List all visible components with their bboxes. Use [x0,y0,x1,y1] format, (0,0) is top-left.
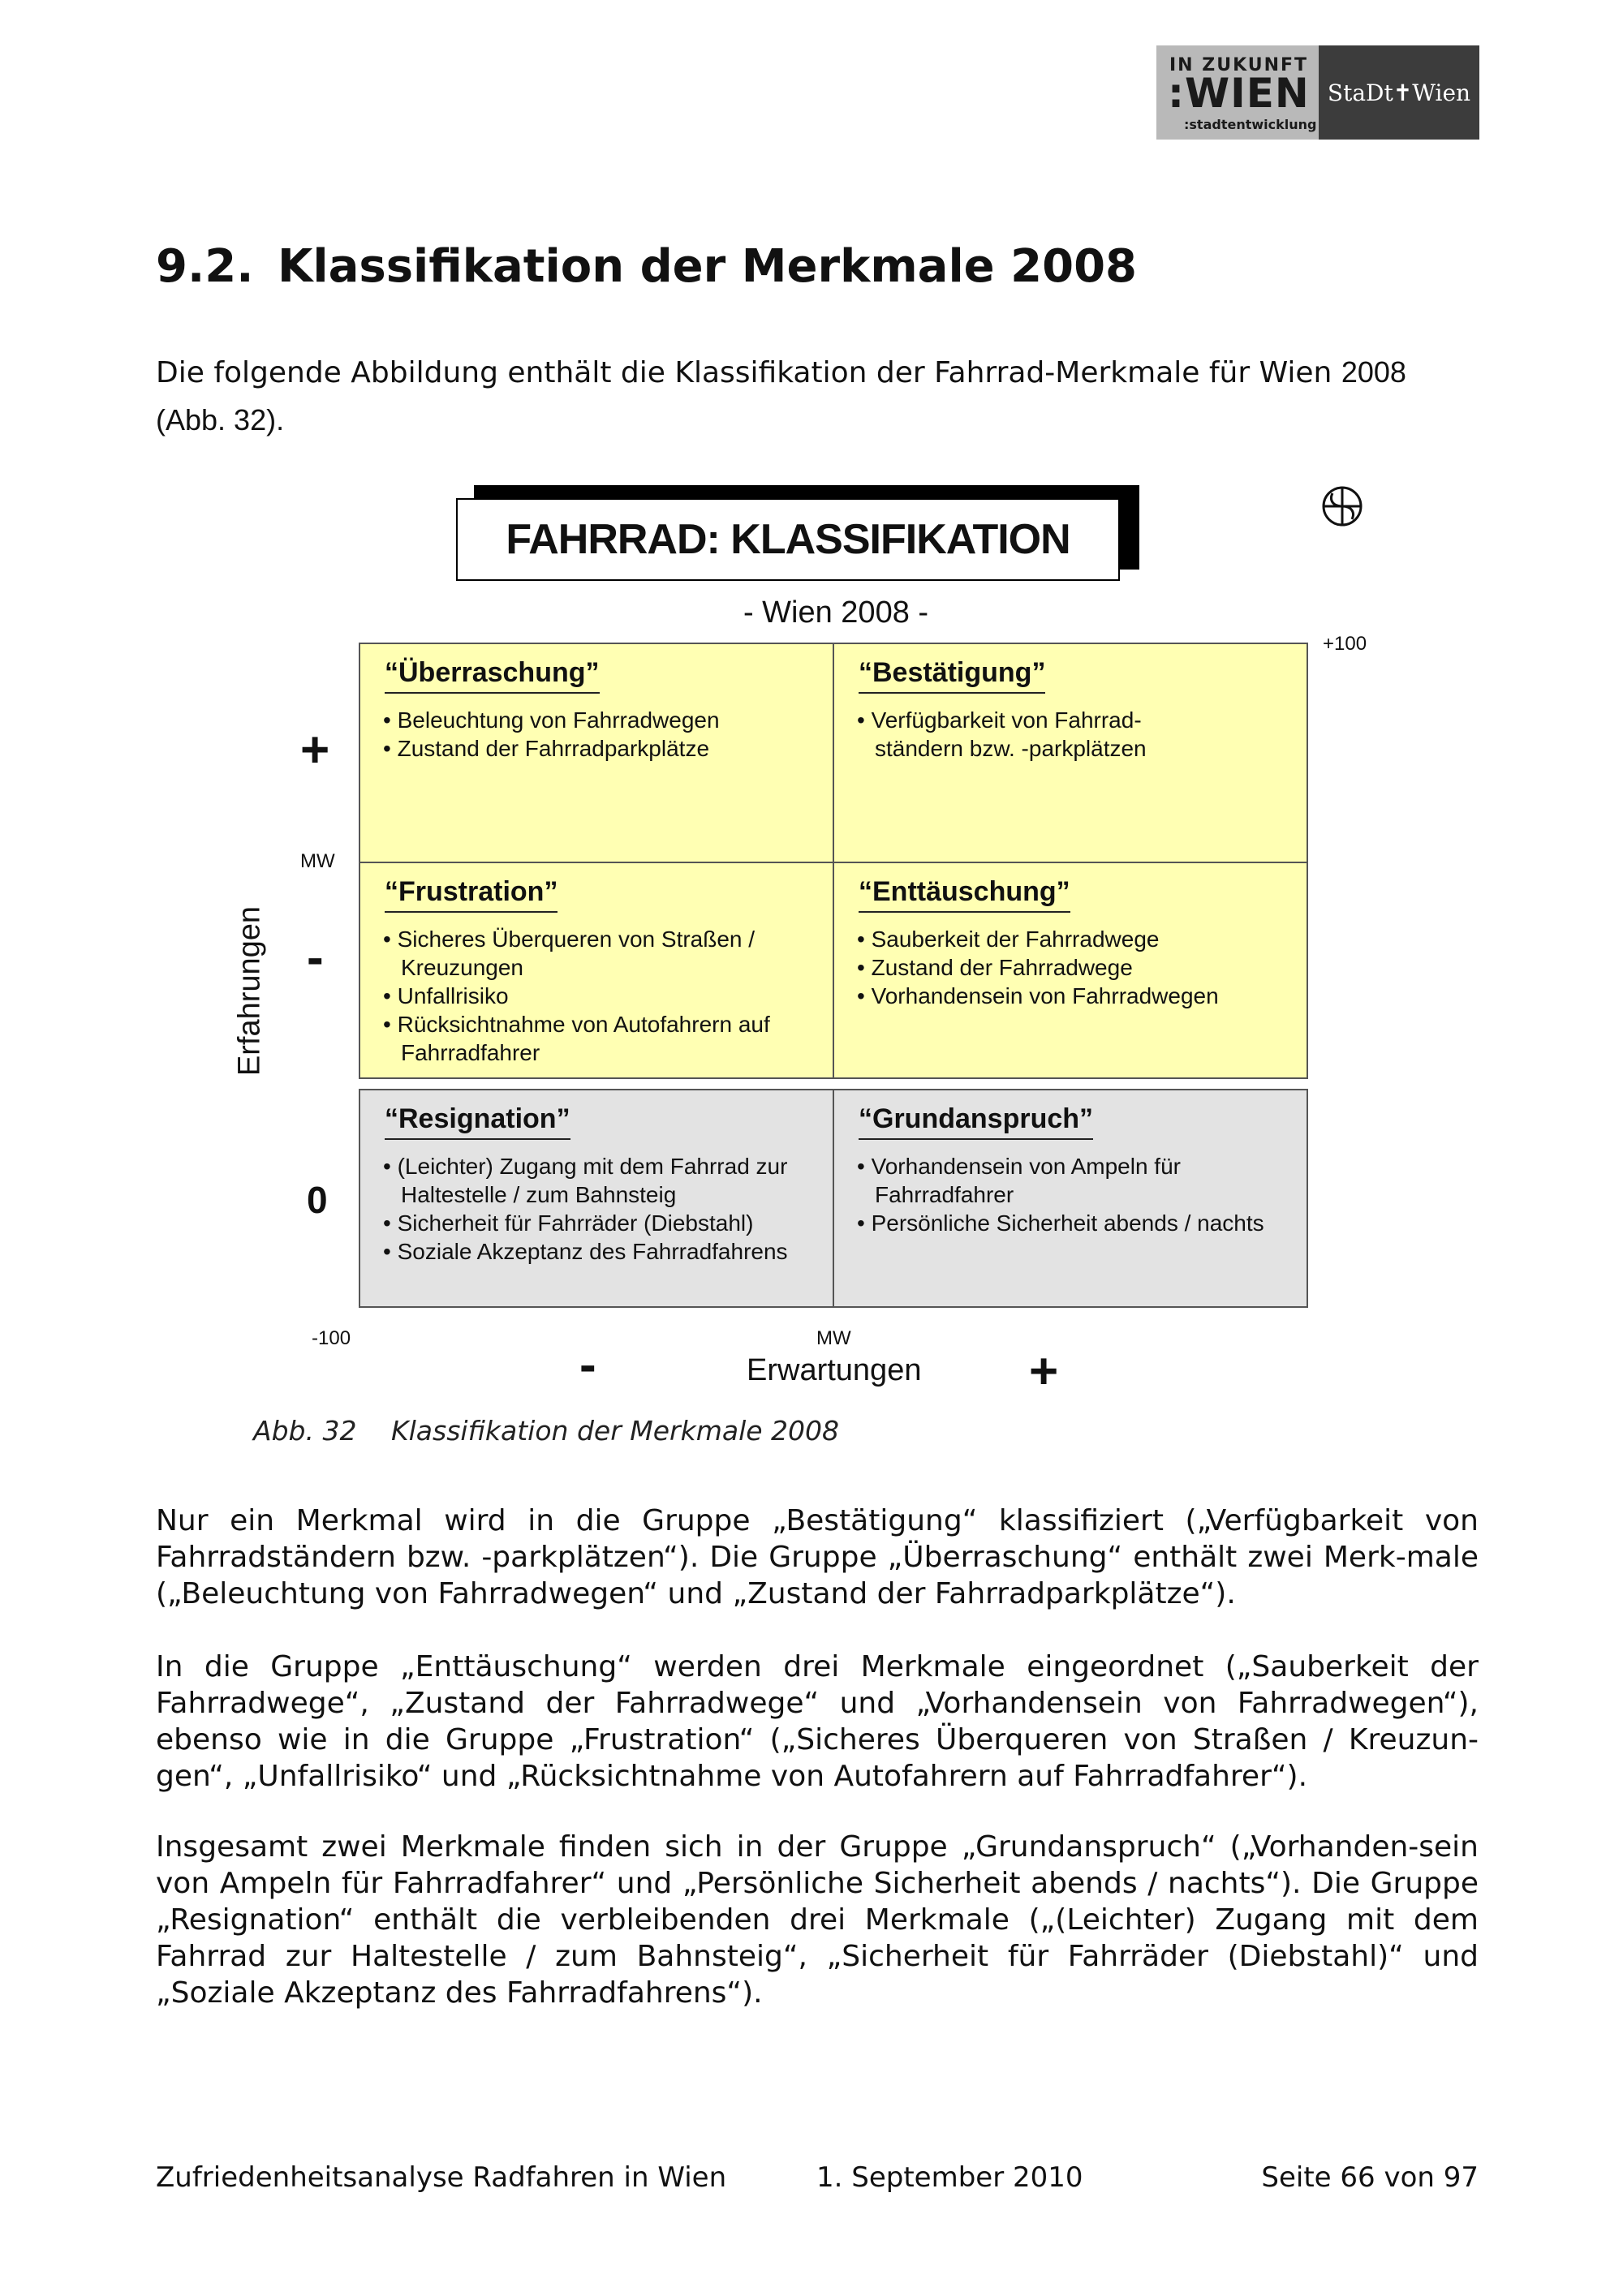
logo-mid-text: :WIEN [1168,70,1310,117]
quadrant-items [857,706,1182,763]
intro-paragraph [156,349,1479,445]
list-item: • (Leichter) Zugang mit dem Fahrrad zur Haltestelle / zum Bahnsteig [383,1152,821,1209]
list-item: • Sicherheit für Fahrräder (Diebstahl) [383,1209,821,1237]
quadrant-title: “Bestätigung” [859,657,1045,694]
intro-text: Die folgende Abbildung enthält die Klassifikation der Fahrrad-Merkmale für Wien [156,356,1341,389]
quadrant-frustration [359,862,834,1079]
quadrant-items [383,925,805,1067]
caption-text: Klassifikation der Merkmale 2008 [391,1415,840,1447]
x-axis-min: -100 [312,1327,351,1349]
quadrant-bestaetigung [833,643,1308,863]
x-axis-label: Erwartungen [747,1353,922,1387]
logo-bottom-text: :stadtentwicklung [1184,117,1317,132]
footer-title: Zufriedenheitsanalyse Radfahren in Wien [156,2161,727,2194]
list-item: • Persönliche Sicherheit abends / nachts [857,1209,1295,1237]
caption-number: Abb. 32 [253,1415,357,1447]
figure-subtitle: - Wien 2008 - [743,595,929,630]
quadrant-items [383,1152,821,1266]
quadrant-title: “Resignation” [385,1103,570,1140]
institute-logo-icon [1321,485,1363,527]
quadrant-title: “Überraschung” [385,657,600,694]
quadrant-items [857,1152,1295,1237]
body-paragraph: Insgesamt zwei Merkmale finden sich in der Gruppe „Grundanspruch“ („Vorhanden-sein von Ampeln für Fahrradfahrer“ und „Persönliche Sicherheit abends / nachts“). Die Gruppe „Resignation“ enthält die verbleibenden drei Merkmale („(Leichter) Zugang mit dem Fahrrad zur Haltestelle / zum Bahnsteig“, „Sicherheit für Fahrräder (Diebstahl)“ und „Soziale Akzeptanz des Fahrradfahrens“). [156,1830,1479,2010]
x-axis-plus: + [1029,1344,1059,1400]
list-item: • Zustand der Fahrradparkplätze [383,734,720,763]
section-number: 9.2. [156,240,254,293]
body-paragraph: Nur ein Merkmal wird in die Gruppe „Bestätigung“ klassifiziert („Verfügbarkeit von Fahrradständern bzw. -parkplätzen“). Die Gruppe „Überraschung“ enthält zwei Merk-male („Beleuchtung von Fahrradwegen“ und „Zustand der Fahrradparkplätze“). [156,1504,1479,1610]
quadrant-title: “Grundanspruch” [859,1103,1093,1140]
y-axis-label: Erfahrungen [232,905,267,1077]
y-axis-minus: - [307,930,324,986]
body-paragraph: In die Gruppe „Enttäuschung“ werden drei Merkmale eingeordnet („Sauberkeit der Fahrradwege“, „Zustand der Fahrradwege“ und „Vorhandensein von Fahrradwegen“), ebenso wie in die Gruppe „Frustration“ („Sicheres Überqueren von Straßen / Kreuzun-gen“, „Unfallrisiko“ und „Rücksichtnahme von Autofahrern auf Fahrradfahrer“). [156,1650,1479,1793]
quadrant-items [383,706,720,763]
quadrant-enttaeuschung [833,862,1308,1079]
list-item: • Sauberkeit der Fahrradwege [857,925,1219,953]
logo-stadt-wien [1319,45,1479,140]
logo-top-text: IN ZUKUNFT [1169,55,1309,75]
intro-year: 2008 [1341,355,1406,389]
list-item: • Unfallrisiko [383,982,805,1010]
list-item: • Soziale Akzeptanz des Fahrradfahrens [383,1237,821,1266]
quadrant-title: “Frustration” [385,876,558,913]
figure-caption [253,1415,839,1447]
list-item: • Rücksichtnahme von Autofahrern auf Fahrradfahrer [383,1010,805,1067]
section-title: Klassifikation der Merkmale 2008 [278,240,1137,293]
logo-zukunft-wien [1156,45,1319,140]
section-heading [156,240,1137,293]
stadt-wien-logo [1156,45,1479,140]
x-axis-mw: MW [816,1327,851,1349]
quadrant-grundanspruch [833,1089,1308,1308]
list-item: • Beleuchtung von Fahrradwegen [383,706,720,734]
list-item: • Vorhandensein von Ampeln für Fahrradfahrer [857,1152,1295,1209]
y-axis-zero: 0 [307,1179,328,1221]
footer-page-number: Seite 66 von 97 [1261,2161,1479,2194]
list-item: • Sicheres Überqueren von Straßen / Kreuzungen [383,925,805,982]
list-item: • Vorhandensein von Fahrradwegen [857,982,1219,1010]
intro-figure-ref: (Abb. 32). [156,403,285,436]
y-axis-mw: MW [300,850,335,872]
list-item: • Zustand der Fahrradwege [857,953,1219,982]
footer-date: 1. September 2010 [816,2161,1083,2194]
logo-city-text: StaDt✝Wien [1327,79,1471,106]
quadrant-ueberraschung [359,643,834,863]
x-axis-minus: - [579,1337,596,1393]
quadrant-title: “Enttäuschung” [859,876,1070,913]
figure-title: FAHRRAD: KLASSIFIKATION [456,498,1120,581]
list-item: • Verfügbarkeit von Fahrrad-ständern bzw. -parkplätzen [857,706,1182,763]
quadrant-resignation [359,1089,834,1308]
y-axis-max: +100 [1323,633,1367,655]
quadrant-items [857,925,1219,1010]
y-axis-plus: + [300,722,330,778]
